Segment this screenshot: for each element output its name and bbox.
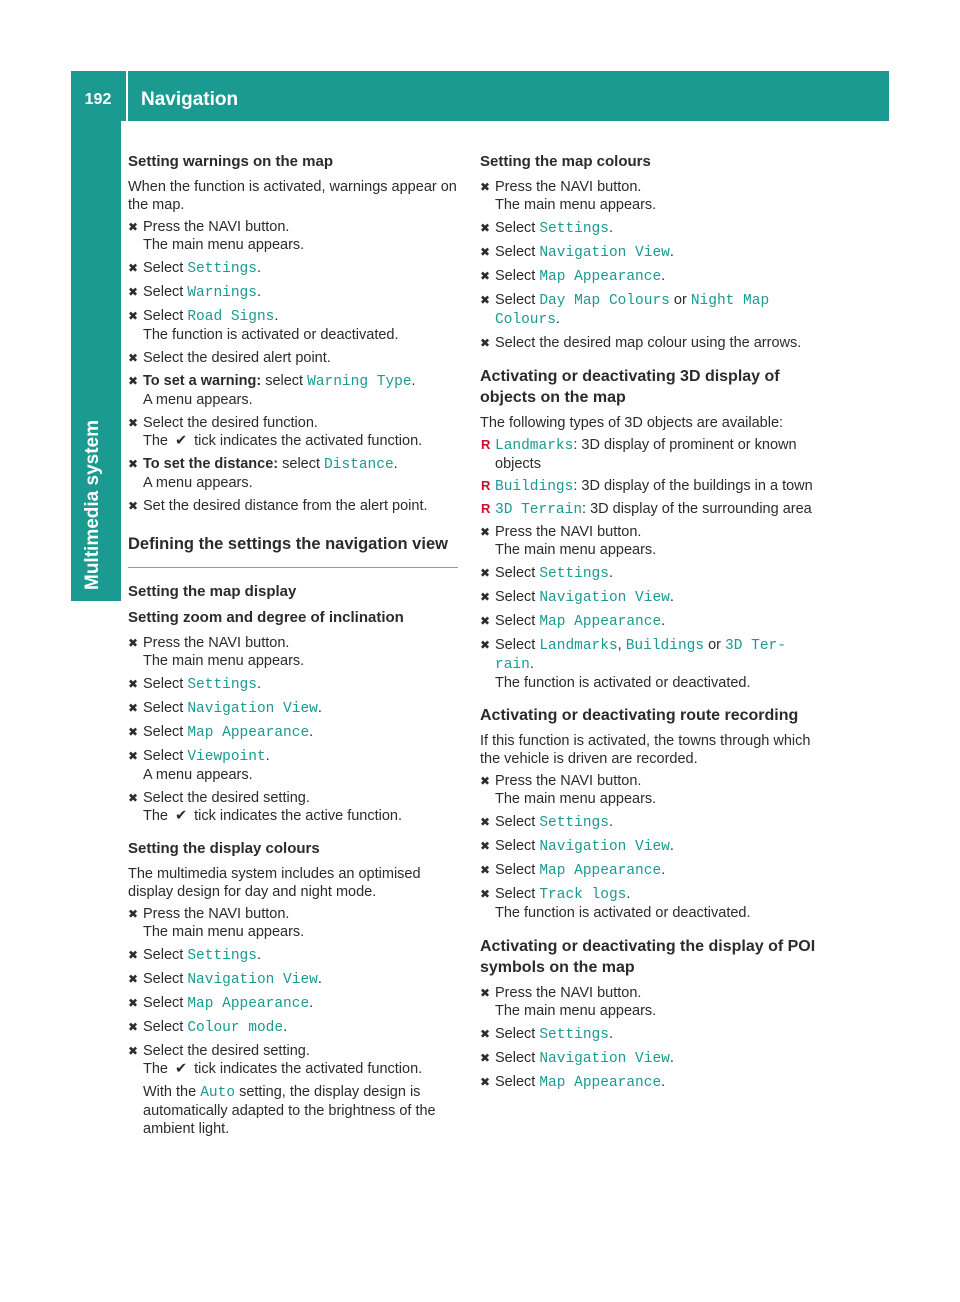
step: ✖ Select Settings. xyxy=(480,814,613,831)
step: ✖ To set the distance: select Distance. A menu appears. xyxy=(128,456,398,491)
step: ✖ Select Track logs. The function is activated or deactivated. xyxy=(480,886,751,921)
arrow-icon: ✖ xyxy=(480,1051,491,1065)
step: ✖ Press the NAVI button. The main menu appears. xyxy=(128,635,305,669)
step: ✖ Press the NAVI button. The main menu appears. xyxy=(128,906,305,940)
paragraph: If this function is activated, the towns through which the vehicle is driven are recorded. xyxy=(480,733,811,767)
arrow-icon: ✖ xyxy=(128,972,139,986)
page-number: 192 xyxy=(84,91,112,108)
arrow-icon: ✖ xyxy=(128,309,139,323)
menu-item-distance: Distance xyxy=(324,457,394,473)
arrow-icon: ✖ xyxy=(480,245,491,259)
step: ✖ Select Navigation View. xyxy=(480,589,674,606)
list-item: R 3D Terrain: 3D display of the surrounding area xyxy=(481,501,812,518)
arrow-icon: ✖ xyxy=(480,863,491,877)
section-title: Setting zoom and degree of inclination xyxy=(128,609,404,626)
step: ✖ Press the NAVI button. The main menu appears. xyxy=(480,524,657,558)
step: ✖ Select Road Signs. The function is activated or deactivated. xyxy=(128,308,399,343)
chapter-title: Navigation xyxy=(141,89,239,110)
arrow-icon: ✖ xyxy=(480,293,491,307)
step: ✖ Select Settings. xyxy=(480,565,613,582)
arrow-icon: ✖ xyxy=(128,1020,139,1034)
arrow-icon: ✖ xyxy=(128,285,139,299)
step: ✖ Select Day Map Colours or Night Map Colours. xyxy=(480,292,770,328)
arrow-icon: ✖ xyxy=(480,590,491,604)
arrow-icon: ✖ xyxy=(128,351,139,365)
arrow-icon: ✖ xyxy=(480,638,491,652)
bullet-icon: R xyxy=(481,501,491,516)
step: ✖ To set a warning: select Warning Type. A menu appears. xyxy=(128,373,416,408)
paragraph: With the Auto setting, the display design is automatically adapted to the brightness of the ambient light. xyxy=(143,1084,436,1137)
arrow-icon: ✖ xyxy=(128,749,139,763)
check-icon: ✔ xyxy=(174,808,188,824)
step: ✖ Select the desired setting. The ✔ tick indicates the active function. xyxy=(128,790,403,824)
step: ✖ Select Settings. xyxy=(480,1026,613,1043)
step: ✖ Select Settings. xyxy=(128,676,261,693)
header-divider xyxy=(126,71,128,121)
step: ✖ Select Settings. xyxy=(128,947,261,964)
arrow-icon: ✖ xyxy=(128,1044,139,1058)
paragraph: The following types of 3D objects are available: xyxy=(480,415,784,431)
arrow-icon: ✖ xyxy=(128,996,139,1010)
step: ✖ Set the desired distance from the alert point. xyxy=(128,498,428,514)
step: ✖ Select Map Appearance. xyxy=(128,995,314,1012)
arrow-icon: ✖ xyxy=(480,1075,491,1089)
arrow-icon: ✖ xyxy=(128,791,139,805)
step: ✖ Select the desired setting. The ✔ tick indicates the activated function. xyxy=(128,1043,423,1077)
section-title: Setting the map display xyxy=(128,583,297,600)
step: ✖ Select Warnings. xyxy=(128,284,261,301)
heading: Defining the settings the navigation view xyxy=(128,535,448,553)
page-header xyxy=(71,71,889,121)
arrow-icon: ✖ xyxy=(128,725,139,739)
menu-item-road-signs: Road Signs xyxy=(187,309,275,325)
arrow-icon: ✖ xyxy=(480,774,491,788)
step: ✖ Select Navigation View. xyxy=(480,838,674,855)
paragraph: When the function is activated, warnings appear on the map. xyxy=(128,179,457,213)
arrow-icon: ✖ xyxy=(128,220,139,234)
step: ✖ Select Map Appearance. xyxy=(480,1074,666,1091)
section-title: Setting the map colours xyxy=(480,153,651,170)
arrow-icon: ✖ xyxy=(480,614,491,628)
arrow-icon: ✖ xyxy=(128,416,139,430)
step: ✖ Select the desired map colour using the arrows. xyxy=(480,335,802,351)
arrow-icon: ✖ xyxy=(480,221,491,235)
step: ✖ Select Settings. xyxy=(128,260,261,277)
bullet-icon: R xyxy=(481,437,491,452)
menu-item-warnings: Warnings xyxy=(187,285,257,301)
menu-item-warning-type: Warning Type xyxy=(307,374,412,390)
arrow-icon: ✖ xyxy=(480,336,491,350)
arrow-icon: ✖ xyxy=(480,815,491,829)
section-title: Setting warnings on the map xyxy=(128,153,334,170)
section-title: Activating or deactivating 3D display of objects on the map xyxy=(480,368,780,406)
step: ✖ Press the NAVI button. The main menu appears. xyxy=(480,985,657,1019)
list-item: R Buildings: 3D display of the buildings in a town xyxy=(481,478,813,495)
step: ✖ Select Colour mode. xyxy=(128,1019,288,1036)
arrow-icon: ✖ xyxy=(480,839,491,853)
check-icon: ✔ xyxy=(174,1061,188,1077)
step: ✖ Select Map Appearance. xyxy=(480,862,666,879)
arrow-icon: ✖ xyxy=(128,701,139,715)
divider xyxy=(128,567,458,568)
section-title: Activating or deactivating the display of POI symbols on the map xyxy=(480,938,816,976)
section-title: Activating or deactivating route recording xyxy=(480,707,799,724)
list-item: R Landmarks: 3D display of prominent or known objects xyxy=(481,437,797,472)
arrow-icon: ✖ xyxy=(480,525,491,539)
step: ✖ Select Navigation View. xyxy=(128,700,322,717)
arrow-icon: ✖ xyxy=(128,636,139,650)
arrow-icon: ✖ xyxy=(128,374,139,388)
side-tab-label: Multimedia system xyxy=(82,420,103,590)
step: ✖ Select the desired alert point. xyxy=(128,350,331,366)
step: ✖ Press the NAVI button. The main menu appears. xyxy=(480,179,657,213)
step: ✖ Press the NAVI button. The main menu appears. xyxy=(128,219,305,253)
step: ✖ Select Map Appearance. xyxy=(128,724,314,741)
arrow-icon: ✖ xyxy=(128,948,139,962)
step: ✖ Select Viewpoint. A menu appears. xyxy=(128,748,270,783)
check-icon: ✔ xyxy=(174,433,188,449)
step: ✖ Select Navigation View. xyxy=(480,244,674,261)
arrow-icon: ✖ xyxy=(128,677,139,691)
arrow-icon: ✖ xyxy=(480,1027,491,1041)
paragraph: The multimedia system includes an optimised display design for day and night mode. xyxy=(128,866,421,900)
arrow-icon: ✖ xyxy=(128,499,139,513)
step: ✖ Select Settings. xyxy=(480,220,613,237)
arrow-icon: ✖ xyxy=(128,457,139,471)
step: ✖ Select Map Appearance. xyxy=(480,613,666,630)
step: ✖ Select the desired function. The ✔ tick indicates the activated function. xyxy=(128,415,423,449)
arrow-icon: ✖ xyxy=(480,180,491,194)
arrow-icon: ✖ xyxy=(480,269,491,283)
menu-item-settings: Settings xyxy=(187,261,257,277)
right-column xyxy=(480,152,820,1097)
section-title: Setting the display colours xyxy=(128,840,320,857)
step: ✖ Press the NAVI button. The main menu appears. xyxy=(480,773,657,807)
arrow-icon: ✖ xyxy=(128,261,139,275)
step: ✖ Select Map Appearance. xyxy=(480,268,666,285)
step: ✖ Select Navigation View. xyxy=(480,1050,674,1067)
arrow-icon: ✖ xyxy=(480,566,491,580)
step: ✖ Select Landmarks, Buildings or 3D Ter- rain. The function is activated or deactivated. xyxy=(480,637,786,691)
arrow-icon: ✖ xyxy=(480,887,491,901)
left-column xyxy=(128,152,468,1142)
arrow-icon: ✖ xyxy=(128,907,139,921)
step: ✖ Select Navigation View. xyxy=(128,971,322,988)
bullet-icon: R xyxy=(481,478,491,493)
arrow-icon: ✖ xyxy=(480,986,491,1000)
